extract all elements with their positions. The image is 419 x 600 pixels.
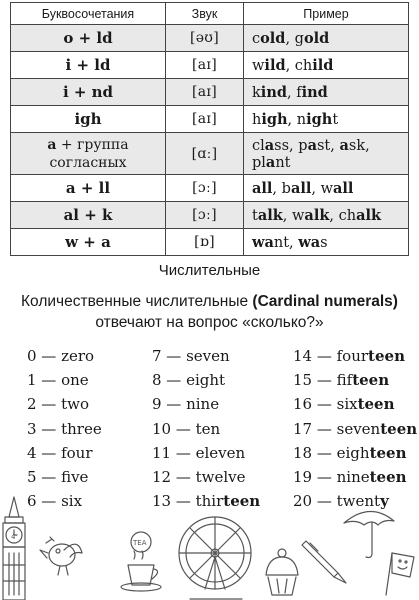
numeral-text: 11 — eleven (152, 443, 246, 462)
example-segment: t (332, 111, 339, 128)
letter-combination-cell: i + ld (11, 52, 166, 79)
numeral-text: 20 — twent (293, 492, 381, 511)
example-segment: a (264, 233, 274, 251)
numerals-column-1 (27, 347, 102, 516)
numeral-item (152, 420, 260, 444)
smiley-flag-icon (386, 553, 414, 595)
example-cell (244, 25, 409, 52)
intro-line2-text: отвечают на вопрос «сколько?» (95, 314, 324, 331)
numeral-text: 15 — fif (293, 371, 353, 390)
example-segment: a (265, 153, 276, 171)
example-segment: igh (306, 110, 333, 128)
example-segment: ld (269, 29, 286, 47)
letter-combination-cell: i + nd (11, 79, 166, 106)
numeral-text: 12 — twelve (152, 467, 246, 486)
header-letter-combinations: Буквосочетания (11, 3, 166, 25)
example-segment: all (333, 179, 354, 197)
example-cell (244, 52, 409, 79)
example-segment: , n (287, 111, 307, 128)
example-segment: t (252, 207, 258, 224)
example-segment: , ch (329, 207, 357, 224)
example-cell (244, 106, 409, 133)
example-segment: s (320, 234, 328, 251)
example-segment: ss, p (274, 137, 308, 154)
header-sound: Звук (166, 3, 244, 25)
numeral-suffix: teen (369, 467, 407, 486)
numeral-item (27, 420, 102, 444)
example-segment: , w (311, 180, 333, 197)
numeral-text: 1 — one (27, 371, 89, 390)
letter-combination-cell: al + k (11, 202, 166, 229)
numeral-item (27, 371, 102, 395)
example-segment: w (252, 233, 265, 251)
combination-rest: + группа согласных (49, 136, 129, 171)
numeral-text: 13 — thir (152, 492, 224, 511)
sound-cell: [aɪ] (166, 79, 244, 106)
example-segment: o (260, 29, 270, 47)
example-segment: alk (356, 206, 382, 224)
cupcake-icon (266, 549, 298, 595)
sound-cell: [ɔː] (166, 175, 244, 202)
example-segment: i (260, 83, 267, 101)
example-cell (244, 229, 409, 256)
umbrella-icon (344, 511, 394, 557)
numeral-item (27, 444, 102, 468)
numeral-text: 16 — six (293, 395, 358, 414)
example-segment: nt (275, 154, 291, 171)
sound-cell: [aɪ] (166, 52, 244, 79)
example-segment: , f (287, 84, 302, 101)
example-segment: cl (252, 137, 265, 154)
example-segment: all (290, 179, 312, 197)
example-segment: a (264, 136, 275, 154)
numeral-text: 19 — nine (293, 467, 370, 486)
cup-label: TEA (133, 539, 147, 547)
example-segment: i (264, 56, 270, 74)
example-segment: ld (317, 56, 334, 74)
table-row (11, 133, 409, 175)
numeral-text: 0 — zero (27, 347, 95, 365)
table-row (11, 202, 409, 229)
numeral-text: 17 — seven (293, 419, 381, 438)
combination-letter: a (47, 136, 57, 153)
example-segment: ld (313, 29, 330, 47)
example-segment: k (252, 84, 261, 101)
header-example: Пример (244, 3, 409, 25)
numeral-item (293, 371, 417, 395)
example-segment: nt, (273, 234, 299, 251)
numeral-item (293, 468, 417, 492)
numeral-suffix: teen (223, 492, 261, 511)
bird-icon (40, 537, 82, 575)
example-cell (244, 133, 409, 175)
numeral-text: 4 — four (27, 443, 93, 462)
letter-combination-cell: w + a (11, 229, 166, 256)
example-segment: i (301, 83, 308, 101)
table-row (11, 229, 409, 256)
numeral-item (293, 347, 417, 371)
sound-cell: [ɑː] (166, 133, 244, 175)
intro-line1-bold: (Cardinal numerals) (252, 293, 398, 310)
numeral-text: 14 — four (293, 347, 369, 365)
doodle-strip (0, 495, 419, 600)
example-cell (244, 202, 409, 229)
numeral-text: 9 — nine (152, 395, 220, 414)
example-segment: nd (266, 83, 287, 101)
example-segment: i (312, 56, 318, 74)
example-segment: o (303, 29, 314, 47)
table-header-row (11, 3, 409, 25)
numeral-item (27, 468, 102, 492)
intro-text (0, 291, 419, 333)
example-segment: , b (272, 180, 291, 197)
letter-combination-cell (11, 133, 166, 175)
table-row (11, 25, 409, 52)
numeral-text: 5 — five (27, 467, 89, 486)
numerals-column-3 (293, 347, 417, 516)
numeral-suffix: y (380, 492, 389, 511)
numeral-text: 7 — seven (152, 347, 230, 365)
example-segment: a (310, 233, 321, 251)
example-segment: c (252, 30, 261, 47)
table-row (11, 175, 409, 202)
sound-cell: [ɔː] (166, 202, 244, 229)
sound-rules-table (10, 2, 409, 256)
example-segment: , ch (285, 57, 313, 74)
clock-label: 4 (11, 533, 16, 541)
example-segment: igh (261, 110, 288, 128)
example-segment: alk (304, 206, 330, 224)
sound-cell: [aɪ] (166, 106, 244, 133)
example-segment: a (307, 136, 317, 154)
numeral-text: 10 — ten (152, 419, 221, 438)
numeral-item (152, 395, 260, 419)
numeral-item (27, 347, 102, 371)
numeral-suffix: teen (369, 443, 407, 462)
table-row (11, 106, 409, 133)
numeral-item (152, 371, 260, 395)
numeral-item (293, 395, 417, 419)
numerals-column-2 (152, 347, 260, 516)
numeral-item (152, 444, 260, 468)
example-segment: , w (282, 207, 305, 224)
ferris-wheel-icon (179, 517, 251, 599)
pen-icon (302, 541, 346, 583)
example-segment: a (339, 136, 349, 154)
numeral-item (152, 347, 260, 371)
example-segment: alk (257, 206, 283, 224)
numeral-text: 6 — six (27, 492, 83, 511)
example-segment: st, (316, 137, 340, 154)
letter-combination-cell: o + ld (11, 25, 166, 52)
example-segment: ld (269, 56, 286, 74)
table-row (11, 52, 409, 79)
numeral-suffix: teen (368, 347, 405, 365)
intro-line1-text: Количественные числительные (21, 293, 253, 310)
numeral-item (293, 444, 417, 468)
example-segment: sk, pl (252, 137, 370, 171)
letter-combination-cell: igh (11, 106, 166, 133)
example-cell (244, 175, 409, 202)
letter-combination-cell: a + ll (11, 175, 166, 202)
numeral-suffix: teen (352, 371, 390, 390)
sound-cell: [ɒ] (166, 229, 244, 256)
sound-cell: [əʊ] (166, 25, 244, 52)
table-row (11, 79, 409, 106)
numeral-item (27, 395, 102, 419)
example-segment: w (252, 57, 265, 74)
example-cell (244, 79, 409, 106)
big-ben-icon (3, 497, 25, 600)
numeral-suffix: teen (357, 395, 395, 414)
numeral-text: 2 — two (27, 395, 89, 414)
example-segment: nd (307, 83, 328, 101)
example-segment: , g (285, 30, 304, 47)
numeral-suffix: teen (380, 419, 418, 438)
section-title: Числительные (158, 262, 261, 279)
numeral-text: 3 — three (27, 419, 102, 438)
example-segment: w (298, 233, 311, 251)
numeral-text: 8 — eight (152, 371, 226, 390)
numeral-item (293, 420, 417, 444)
numeral-text: 18 — eigh (293, 443, 370, 462)
example-segment: all (252, 179, 273, 197)
example-segment: h (252, 111, 262, 128)
numeral-item (152, 468, 260, 492)
